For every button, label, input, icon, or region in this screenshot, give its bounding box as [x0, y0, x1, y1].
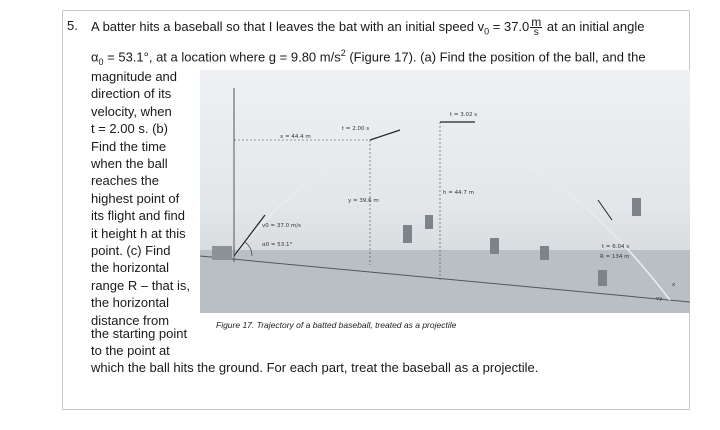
- fielder-figure: [403, 225, 412, 243]
- v0-label: v0 = 37.0 m/s: [262, 223, 301, 229]
- g-superscript: 2: [340, 48, 346, 58]
- velocity-arrow-descent: [598, 200, 612, 220]
- problem-number: 5.: [67, 18, 78, 33]
- narrow-line: when the ball: [91, 156, 168, 172]
- v0-subscript: 0: [484, 26, 490, 37]
- narrow-line: the horizontal: [91, 295, 170, 311]
- line1-text-b: = 37.0: [489, 19, 530, 34]
- tpeak-label: t = 3.02 s: [450, 112, 478, 118]
- narrow-line: magnitude and: [91, 69, 178, 84]
- narrow-line: velocity, when: [91, 103, 172, 119]
- line2-text-b: = 53.1°, at a location where g = 9.80 m/s: [103, 49, 341, 65]
- trajectory-figure: [200, 70, 690, 313]
- problem-line-1: [91, 15, 645, 41]
- line1-text-a: A batter hits a baseball so that I leaves the bat with an initial speed v: [91, 19, 485, 34]
- tail-line-2: to the point at: [91, 343, 170, 358]
- x-axis-label: x: [672, 282, 676, 288]
- narrow-line: point. (c) Find: [91, 243, 171, 259]
- fielder-figure: [425, 215, 433, 229]
- tland-label: t = 6.04 s: [602, 244, 630, 250]
- unit-fraction: [530, 15, 542, 39]
- narrow-line: distance from: [91, 312, 170, 328]
- narrow-line: range R – that is,: [91, 277, 190, 293]
- line1-text-c: at an initial angle: [543, 19, 645, 34]
- batter-figure: [212, 246, 232, 260]
- unit-numerator: m: [531, 15, 542, 30]
- narrow-line: t = 2.00 s. (b): [91, 121, 168, 137]
- h-label: h = 44.7 m: [443, 190, 474, 196]
- fielder-figure: [632, 198, 641, 216]
- y-label: y = 39.6 m: [348, 198, 379, 204]
- narrow-line: reaches the: [91, 173, 159, 189]
- narrow-line: the horizontal: [91, 260, 170, 276]
- alpha0-subscript: 0: [98, 56, 104, 67]
- narrow-line: Find the time: [91, 138, 167, 154]
- narrow-line: its flight and find: [91, 208, 185, 224]
- fielder-figure: [490, 238, 499, 254]
- t-label: t = 2.00 s: [342, 126, 370, 132]
- fielder-figure: [598, 270, 607, 286]
- narrow-line: it height h at this: [91, 225, 186, 241]
- alpha-label: α0 = 53.1°: [262, 242, 293, 248]
- fielder-figure: [540, 246, 549, 260]
- vy-label: vy: [656, 296, 663, 302]
- tail-line-1: the starting point: [91, 326, 188, 341]
- tail-line-3: which the ball hits the ground. For each part, treat the baseball as a projectile.: [91, 360, 539, 375]
- figure-caption: Figure 17. Trajectory of a batted baseball, treated as a projectile: [216, 320, 457, 330]
- problem-narrow-column: [91, 68, 196, 329]
- narrow-line: highest point of: [91, 190, 180, 206]
- narrow-line: direction of its: [91, 86, 172, 102]
- velocity-arrow-t2: [370, 130, 400, 140]
- x-label: x = 44.4 m: [280, 134, 311, 140]
- line2-text-c: (Figure 17). (a) Find the position of the ball, and the: [345, 49, 646, 65]
- unit-denominator: s: [533, 27, 539, 39]
- range-label: R = 134 m: [600, 254, 630, 260]
- trajectory-diagram: [200, 70, 690, 313]
- line2-text-a: α: [91, 49, 99, 65]
- v0-arrow: [234, 215, 265, 256]
